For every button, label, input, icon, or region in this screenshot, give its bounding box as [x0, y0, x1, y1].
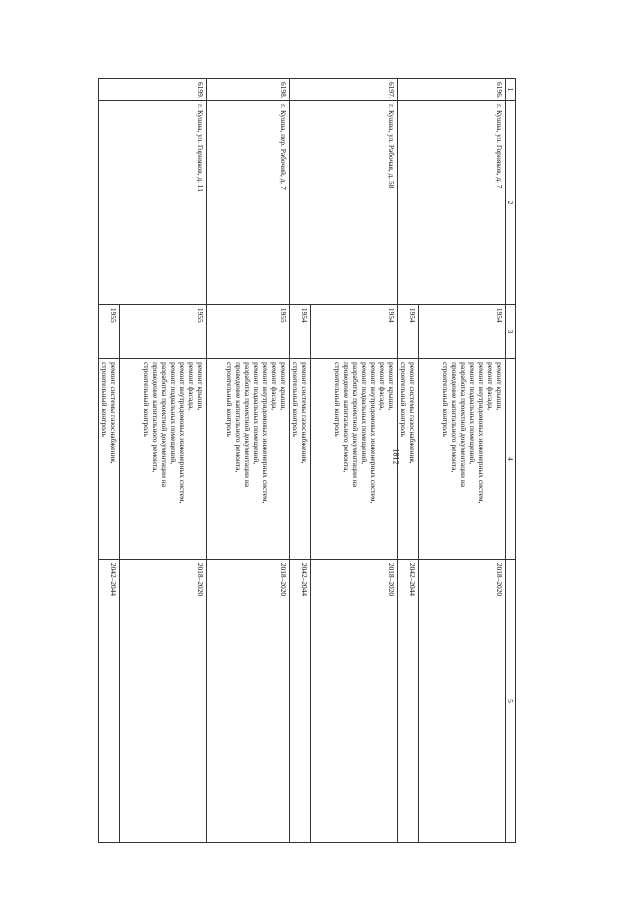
construction-year: 1954: [419, 304, 506, 358]
table-row: [310, 79, 397, 843]
work-item: строительный контроль: [99, 362, 109, 437]
table-row: [206, 79, 289, 843]
row-address: г. Кушва, ул. Горняков, д. 11: [98, 101, 206, 305]
work-item: ремонт внутридомовых инженерных систем,: [260, 362, 270, 504]
work-item: ремонт подвальных помещений,: [251, 362, 261, 465]
repair-period: 2018–2020: [419, 559, 506, 842]
works-list: [98, 359, 119, 560]
header-col-2: 2: [506, 101, 516, 305]
works-list: [119, 359, 206, 560]
work-item: разработка проектной документации на: [159, 362, 169, 488]
work-item: ремонт подвальных помещений,: [359, 362, 369, 465]
header-col-4: 4: [506, 359, 516, 560]
work-item: ремонт системы газоснабжения,: [108, 362, 118, 464]
work-item: ремонт фасада,: [377, 362, 387, 411]
repair-period: 2018–2020: [206, 559, 289, 842]
row-number: 6198.: [206, 79, 289, 101]
work-item: ремонт внутридомовых инженерных систем,: [476, 362, 486, 504]
work-item: ремонт подвальных помещений,: [467, 362, 477, 465]
row-number: 6197.: [289, 79, 397, 101]
works-list: [310, 359, 397, 560]
work-item: ремонт фасада,: [485, 362, 495, 411]
page-number: 1812: [391, 448, 401, 465]
work-item: строительный контроль: [440, 362, 450, 437]
work-item: ремонт крыши,: [195, 362, 205, 411]
work-item: проведение капитального ремонта,: [449, 362, 459, 473]
row-address: г. Кушва, ул. Горняков, д. 7: [397, 101, 505, 305]
header-row: [506, 79, 516, 843]
work-item: проведение капитального ремонта,: [150, 362, 160, 473]
construction-year: 1955: [119, 304, 206, 358]
header-col-1: 1: [506, 79, 516, 101]
work-item: проведение капитального ремонта,: [341, 362, 351, 473]
row-number: 6196.: [397, 79, 505, 101]
work-item: разработка проектной документации на: [350, 362, 360, 488]
works-list: [419, 359, 506, 560]
work-item: ремонт внутридомовых инженерных систем,: [177, 362, 187, 504]
work-item: проведение капитального ремонта,: [233, 362, 243, 473]
row-address: г. Кушва, пер. Рабочий, д. 7: [206, 101, 289, 305]
construction-year: 1954: [397, 304, 418, 358]
work-item: ремонт внутридомовых инженерных систем,: [368, 362, 378, 504]
work-item: строительный контроль: [332, 362, 342, 437]
work-item: строительный контроль: [224, 362, 234, 437]
construction-year: 1955: [206, 304, 289, 358]
work-item: ремонт крыши,: [495, 362, 504, 411]
work-item: ремонт крыши,: [278, 362, 288, 411]
header-col-5: 5: [506, 559, 516, 842]
work-item: ремонт системы газоснабжения,: [299, 362, 309, 464]
header-col-3: 3: [506, 304, 516, 358]
works-list: [289, 359, 310, 560]
rotated-table-container: [86, 78, 516, 843]
table-row: [119, 79, 206, 843]
repair-schedule-table: [98, 78, 516, 843]
works-list: [206, 359, 289, 560]
works-list: [397, 359, 418, 560]
work-item: строительный контроль: [141, 362, 151, 437]
work-item: строительный контроль: [290, 362, 300, 437]
work-item: ремонт крыши,: [386, 362, 396, 411]
work-item: ремонт фасада,: [269, 362, 279, 411]
work-item: ремонт подвальных помещений,: [168, 362, 178, 465]
construction-year: 1955: [98, 304, 119, 358]
work-item: разработка проектной документации на: [242, 362, 252, 488]
repair-period: 2042–2044: [289, 559, 310, 842]
repair-period: 2042–2044: [397, 559, 418, 842]
row-number: 6199.: [98, 79, 206, 101]
repair-period: 2018–2020: [310, 559, 397, 842]
work-item: строительный контроль: [398, 362, 408, 437]
construction-year: 1954: [310, 304, 397, 358]
construction-year: 1954: [289, 304, 310, 358]
table-row: [419, 79, 506, 843]
work-item: ремонт системы газоснабжения,: [408, 362, 417, 464]
work-item: разработка проектной документации на: [458, 362, 468, 488]
row-address: г. Кушва, ул. Рабочая, д. 58: [289, 101, 397, 305]
work-item: ремонт фасада,: [186, 362, 196, 411]
repair-period: 2042–2044: [98, 559, 119, 842]
repair-period: 2018–2020: [119, 559, 206, 842]
